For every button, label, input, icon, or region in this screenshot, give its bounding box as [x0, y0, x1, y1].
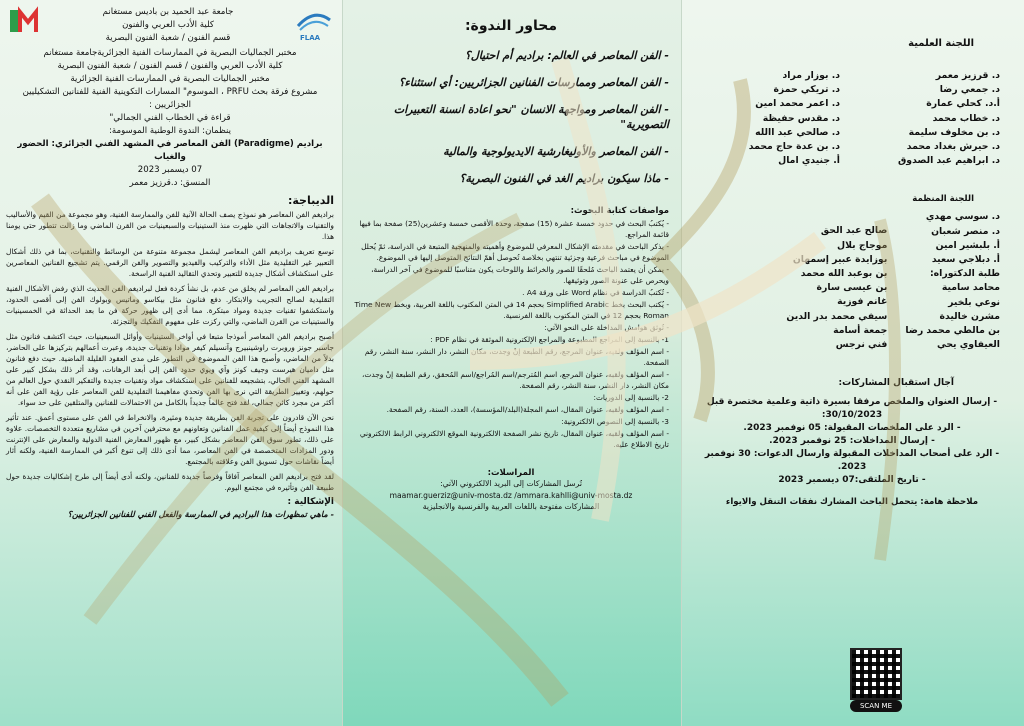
spec-item: 2- بالنسبة إلى الدوريات:	[593, 393, 669, 402]
preamble-paragraph-1: براديغم الفن المعاصر هو نموذج يصف الحالة الآنية للفن والممارسة الفنية، وهو مجموعة من القيم والأساليب والتقنيات والاتجاهات التي ظهرت منذ الستينيات والسبعينيات من القرن الماضي وما زالت تتطور حتى يومنا هذا.	[6, 210, 334, 241]
deadline-item: - الرد على الملخصات المقبولة: 05 نوفمبر 2023.	[743, 423, 961, 434]
spec-item: - يُكتب البحث بخط Simplified Arabic بحجم 14 في المتن المكتوب باللغة العربية، وبخط Time New Roman بحجم 12 في المتن المكتوب باللغة الفرنسية.	[354, 300, 669, 320]
organizer: غانم فوزية	[837, 296, 888, 308]
committee-member: د. صالحي عبد االله	[755, 126, 840, 138]
deadlines-title: آجال استقبال المشاركات:	[838, 378, 954, 389]
organizer: موجاج بلال	[837, 239, 888, 251]
committee-member: د. تريكي حمزة	[773, 84, 840, 96]
university-logo	[6, 6, 42, 40]
spec-item: - يذكر الباحث في مقدمته الإشكال المعرفي للموضوع وأهميته والمنهجية المتبعة في الدراسة، ثمّ يُحلل الموضوع في مباحث فرعية وجزئية تنتهي بخلاصة تُحوصل أهمّ النتائج المتوصل إليها في الموضوع.	[361, 242, 669, 262]
organize-line: ينظمان: الندوة الوطنية الموسومة:	[108, 126, 232, 136]
left-header	[6, 6, 334, 45]
preamble-paragraph-4: أصبح براديغم الفن المعاصر أموذجا متبعا في أواخر الستينيات وأوائل السبعينيات، حيث اكتشف فنانون مثل جاسبر جونز وروبرت راوشينبيرج وآنسيلم كيفر موادا وتقنيات جديدة، وعبرت أعمالهم بتركيزها على الحاضر، بدلاً من الماضي، وأصبح هذا الفن المموضوع في التطور على مدى العقود القليلة الماضية. حيث دفع فنانون مثل داميان هيرست وجيف كونز وآي ويوي حدود الفن إلى أبعد الرهانات، وقد أثر ذلك بشكل كبير على المشهد الفني الحالي، بتشجيعه للفنانين على استكشاف مواد وتقنيات جديدة والتفكير النقدي حول العالم من حولهم، وتغيير الطريقة التي نرى بها الفن وتحدي مفاهيمنا التقليدية للفن المعاصر على رؤية الفن على أنه أكثر من مجرد كائن جمالي، لقد فتح عالماً جديداً بالكامل من الاحتمالات للفنانين والمتلقين على حد سواء.	[6, 332, 334, 407]
organizer: د. منصر شعبان	[931, 225, 1000, 237]
deadline-item: - إرسال العنوان والملخص مرفقا بسيرة ذاتية وعلمية مختصرة قبل 30/10/2023:	[706, 397, 998, 421]
correspondence-title: المراسلات:	[487, 468, 535, 478]
preamble-paragraph-6: لقد فتح براديغم الفن المعاصر آفاقاً وفرصاً جديدة للفنانين، ولكنه أدى أيضاً إلى طرح إشكاليات جديدة حول طبيعة الفن وتأثيره في مجتمع اليوم.	[6, 472, 334, 492]
lab-line-3: مختبر الجماليات البصرية في الممارسات الفنية الجزائرية	[70, 74, 270, 84]
project-line-2: قراءة في الخطاب الفني الجمالي"	[109, 113, 231, 123]
organizer: أ. دبلاجي سعيد	[931, 254, 1000, 266]
coordinator: المنسق: د.قرزيز معمر	[129, 178, 211, 188]
organizer: طلبة الدكتوراه:	[929, 268, 1000, 280]
organizing-committee-title: اللجنة المنظمة	[912, 194, 974, 205]
preamble-paragraph-3: براديغم الفن المعاصر لم يخلق من عدم، بل نشأ كردة فعل لبراديغم الفن الحديث الذي رفض الأشكال الفنية التقليدية لصالح التجريب والابتكار. دفع فنانون مثل بيكاسو وماتيس وبولوك الفن إلى أقصى الحدود، واستكشفوا تقنيات جديدة ومواد مبتكرة. مما أدى إلى ظهور حركة فن ما بعد الحداثة في الخمسينيات والستينيات من القرن الماضي، والتي ركزت على مفهوم التفكيك والتجزئة.	[6, 284, 334, 326]
spec-item: - يُكتبُ البحث في حدود خمسة عشرة (15) صفحة، وحدة الأقصى خمسة وعشرين(25) صفحة بما فيها قائمة المراجع.	[359, 219, 669, 239]
project-line: مشروع فرقة بحث PRFU ، الموسوم" المسارات التكوينية الفنية للفنانين التشكيليين الجزائريين :	[22, 87, 318, 110]
correspondence-text: تُرسل المشاركات إلى البريد الالكتروني الآتي:	[440, 479, 582, 488]
organizer: نوعي بلخير	[948, 296, 1000, 308]
organizing-committee-list	[690, 210, 1014, 352]
right-column	[682, 0, 1024, 726]
spec-item: - اسم المؤلف ولقبه، عنوان المقال، تاريخ نشر الصفحة الالكترونية الموقع الالكتروني الرابط الالكتروني تاريخ الاطلاع عليه.	[359, 429, 669, 449]
preamble-title: الديباجة:	[287, 194, 334, 207]
problem-title: الإشكالية :	[287, 497, 334, 507]
scan-me-label: SCAN ME	[850, 700, 902, 712]
deadline-item: - الرد على أصحاب المداخلات المقبولة وارسال الدعوات: 30 نوفمبر 2023.	[704, 449, 1000, 473]
preamble-paragraph-2: توسع تعريف براديغم الفن المعاصر ليشمل مجموعة متنوعة من الوسائط والتقنيات، بما في ذلك أشكال التعبير غير التقليدية مثل الأداء والتركيب والفيديو والتصوير والفن الرقمي. يتم تشجيع الفنانين المعاصرين على استكشاف أشكال جديدة للتعبير وتحدي التقاليد الفنية الراسخة.	[6, 247, 334, 278]
deadline-item: - إرسال المداخلات: 25 نوفمبر 2023.	[769, 436, 935, 447]
lab-line-1: مختبر الجماليات البصرية في الممارسات الفنية الجزائريةجامعة مستغانم	[43, 48, 297, 58]
flaa-label: FLAA	[300, 34, 321, 42]
qr-code-icon[interactable]	[850, 648, 902, 700]
preamble-paragraph-5: نحن الآن قادرون على تجربة الفن بطريقة جديدة ومثيرة، والانخراط في الفن على مستوى أعمق. عند تأثير هذا النموذج أيضاً إلى كيفية عمل الفنانين وتعاونهم مع محترفين آخرين في مشاريع متعددة التخصصات. علاوة على ذلك، تطور سوق الفن المعاصر بشكل كبير، مع ظهور المعارض الفنية الدولية والمعارض على الإنترنت ودور المزادات المتخصصة في الفن المعاصر، مما أدى ذلك إلى تنوع أكبر في الممارسة الفنية، ولكنه أثار أيضاً نقاشات حول تسويق الفن وعلاقته بالمجتمع.	[6, 413, 334, 466]
organizer: بن مالطي محمد رضا	[905, 325, 1000, 337]
committee-member: د. مقدس حفيظة	[762, 112, 840, 124]
spec-item: - تُوثق هوامش المداخلة على النحو الآتي:	[544, 323, 669, 332]
lab-line-2: كلية الأدب العربي والفنون / قسم الفنون / شعبة الفنون البصرية	[57, 61, 283, 71]
axis-item: - الفن المعاصر والأوليغارشية الايديولوجية والمالية	[443, 145, 669, 158]
organizing-column-left	[786, 224, 887, 352]
committee-member: د. بن عدة حاج محمد	[748, 141, 840, 153]
lab-header	[6, 47, 334, 190]
organizer: صالح عبد الحق	[820, 225, 888, 237]
faculty-name: كلية الأدب العربي والفنون	[122, 20, 214, 30]
organizer: سيفي محمد بدر الدين	[786, 310, 888, 322]
organizer: مشرن خاليدة	[939, 310, 1000, 322]
organizer: بوزايدة عبير إسمهان	[792, 253, 888, 265]
middle-column	[342, 0, 682, 726]
spec-item: - يمكن أن يعتمد الباحث مُلحقًا للصور والخرائط واللوحات يكون متناسبًا للموضوع في آخر الدراسة، ويحرص على عنونة الصور وتوثيقها.	[371, 265, 669, 285]
email-addresses[interactable]: maamar.guerziz@univ-mosta.dz /ammara.kahlli@univ-mosta.dz	[389, 490, 633, 500]
correspondence	[353, 468, 669, 513]
committee-member: أ.د. كحلي عمارة	[926, 98, 1000, 110]
scientific-committee-list	[690, 69, 1014, 168]
deadlines-list	[690, 396, 1014, 487]
organizer: جمعة أسامة	[833, 324, 888, 336]
spec-item: 3- بالنسبة إلى النصوص الالكترونية:	[561, 417, 669, 426]
organizer: بن عيسى سارة	[816, 282, 888, 294]
organizer: بن بوعبد الله محمد	[800, 268, 888, 280]
spec-item: - اسم المؤلف ولقبه، عنوان المرجع، اسم المُترجم/اسم المُراجع/اسم المُحقق، رقم الطبعة إنْ وجدت، مكان النشر، دار النشر، سنة النشر، رقم الصفحة.	[362, 370, 669, 390]
flaa-logo	[294, 6, 334, 40]
axis-item: - الفن المعاصر في العالم: براديم أم احتيال؟	[464, 49, 669, 62]
axes-title: محاور الندوة:	[464, 18, 558, 34]
symposium-date: 07 ديسمبر 2023	[137, 165, 203, 175]
specs-list	[353, 218, 669, 450]
committee-member: أ. جنيدي امال	[778, 155, 840, 167]
organizing-column-right	[905, 210, 1000, 352]
university-header	[42, 6, 294, 45]
axis-item: - الفن المعاصر ومواجهة الانسان "نحو اعادة انسنة التعبيرات التصويرية"	[393, 103, 669, 131]
deadline-item: - تاريخ الملتقى:07 ديسمبر 2023	[778, 475, 926, 486]
spec-item: - اسم المؤلف ولقبه، عنوان المقال، اسم المجلة(البلد/المؤسسة)، العدد، السنة، رقم الصفحة.	[386, 405, 669, 414]
symposium-title: براديم (Paradigme) الفن المعاصر في المشهد الفني الجزائري: الحضور والغياب	[17, 139, 323, 162]
scientific-committee-title: اللجنة العلمية	[908, 38, 974, 49]
university-name: جامعة عبد الحميد بن باديس مستغانم	[102, 7, 234, 17]
spec-item: - تُكتبُ الدراسة في نظام Word على ورقة A4 .	[522, 288, 669, 297]
axis-item: - الفن المعاصر وممارسات الفنانين الجزائريين: أي استثناء؟	[398, 76, 669, 89]
organizer: فني نرجس	[835, 339, 888, 351]
committee-member: د. جمعي رضا	[939, 84, 1000, 96]
organizer: محامد سامية	[941, 282, 1000, 294]
committee-member: د. قرزيز معمر	[935, 70, 1000, 81]
committee-member: د. ابراهيم عبد الصدوق	[897, 155, 1000, 167]
committee-member: د. بن مخلوف سليمة	[908, 126, 1000, 138]
specs-title: مواصفات كتابة البحوث:	[570, 206, 669, 216]
organizer: أ. بلبشير امين	[935, 239, 1000, 251]
axis-item: - ماذا سيكون براديم الغد في الفنون البصرية؟	[459, 172, 669, 185]
department-name: قسم الفنون / شعبة الفنون البصرية	[105, 33, 231, 43]
organizer: د. سوسي مهدي	[925, 211, 1000, 223]
spec-item: 1- بالنسبة إلى المراجع المطبوعة والمراجع الإلكترونية الموثقة في نظام PDF :	[430, 335, 669, 344]
left-column	[0, 0, 342, 726]
organizer: العيفاوي يحي	[936, 339, 1000, 351]
important-note: ملاحظة هامة: يتحمل الباحث المشارك نفقات التنقل والايواء	[725, 497, 979, 508]
committee-member: د. خطاب محمد	[932, 112, 1000, 124]
problem-statement: - ماهي تمظهرات هذا البراديم في الممارسة والفعل الفني للفنانين الجزائريين؟	[67, 509, 334, 519]
languages-note: المشاركات مفتوحة باللغات العربية والفرنسية والانجليزية	[422, 502, 600, 511]
committee-member: د. بوزار مراد	[782, 70, 840, 81]
spec-item: - اسم المؤلف ولقبه، عنوان المرجع، رقم الطبعة إنْ وجدت، مكان النشر، دار النشر، سنة النشر، رقم الصفحة.	[364, 347, 669, 367]
committee-member: د. حيرش بغداد محمد	[906, 141, 1000, 153]
committee-member: د. اعمر محمد امين	[755, 98, 840, 110]
